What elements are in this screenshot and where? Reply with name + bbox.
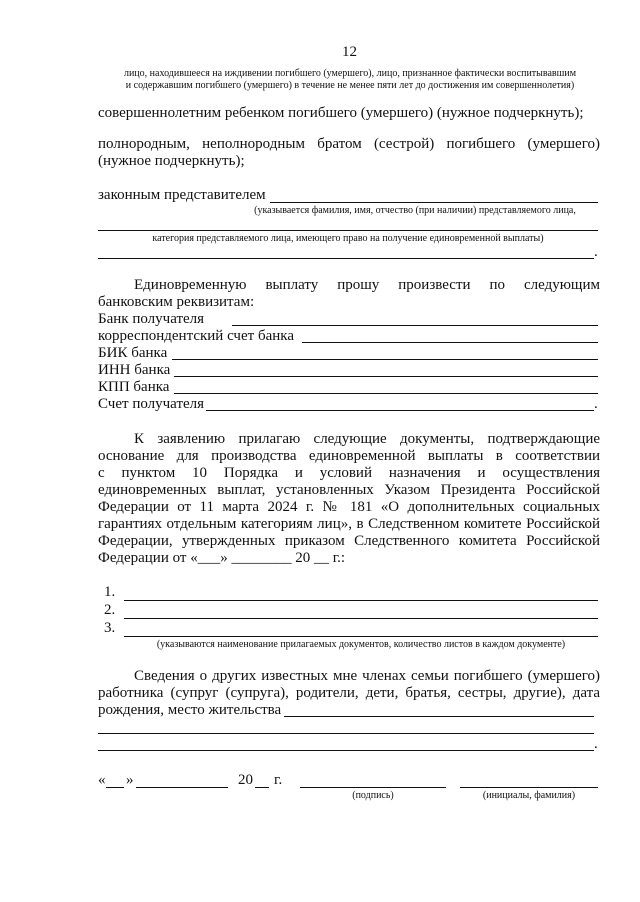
representative-end-dot: . [594, 244, 598, 260]
family-line-field-1[interactable] [284, 716, 594, 717]
sibling-option-line-1: полнородным, неполнородным братом (сестрой) погибшего (умершего) [98, 136, 600, 152]
sibling-option-line-2: (нужное подчеркнуть); [98, 153, 245, 169]
family-line-3: рождения, место жительства [98, 702, 282, 718]
date-open-quote: « [98, 772, 106, 788]
corr-account-label: корреспондентский счет банка [98, 328, 294, 344]
attachment-line-3[interactable] [124, 636, 598, 637]
signature-hint: (подпись) [352, 790, 394, 801]
initials-hint: (инициалы, фамилия) [482, 790, 576, 801]
attachments-line-8: Федерации от «___» ________ 20 __ г.: [98, 550, 346, 566]
family-line-1: Сведения о других известных мне членах семьи погибшего (умершего) [134, 668, 600, 684]
kpp-label: КПП банка [98, 379, 170, 395]
bank-intro-line-2: банковским реквизитам: [98, 294, 255, 310]
family-end-dot: . [594, 736, 598, 752]
bik-label: БИК банка [98, 345, 168, 361]
attachment-line-1[interactable] [124, 600, 598, 601]
date-close-quote: » [126, 772, 134, 788]
inn-line[interactable] [174, 376, 598, 377]
bik-line[interactable] [172, 359, 598, 360]
account-line[interactable] [206, 410, 594, 411]
account-label: Счет получателя [98, 396, 205, 412]
bank-intro-line-1: Единовременную выплату прошу произвести по следующим [134, 277, 600, 293]
family-line-field-3[interactable] [98, 750, 594, 751]
initials-line[interactable] [460, 787, 598, 788]
representative-name-line[interactable] [270, 202, 598, 203]
attachment-number-1: 1. [104, 584, 116, 600]
corr-account-line[interactable] [302, 342, 598, 343]
attachments-line-3: с пунктом 10 Порядка и условий назначения и осуществления [98, 465, 600, 481]
attachment-number-2: 2. [104, 602, 116, 618]
signature-line[interactable] [300, 787, 446, 788]
attachments-line-6: гарантиях отдельным категориям лиц», в Следственном комитете Российской [98, 516, 600, 532]
representative-hint-1: (указывается фамилия, имя, отчество (при наличии) представляемого лица, [254, 205, 576, 216]
date-year-line[interactable] [255, 787, 269, 788]
recipient-bank-line[interactable] [232, 325, 598, 326]
attachments-line-4: единовременных выплат, установленных Указом Президента Российской [98, 482, 600, 498]
representative-hint-2: категория представляемого лица, имеющего право на получение единовременной выплаты) [152, 233, 544, 244]
attachments-line-1: К заявлению прилагаю следующие документы, подтверждающие [134, 431, 600, 447]
kpp-line[interactable] [174, 393, 598, 394]
family-line-2: работника (супруг (супруга), родители, дети, братья, сестры, другие), дата [98, 685, 600, 701]
intro-small-line-1: лицо, находившееся на иждивении погибшего (умершего), лицо, признанное фактически воспитывавшим [123, 68, 577, 79]
date-year-prefix: 20 [238, 772, 253, 788]
attachment-line-2[interactable] [124, 618, 598, 619]
account-end-dot: . [594, 396, 598, 412]
representative-label: законным представителем [98, 187, 266, 203]
date-year-suffix: г. [274, 772, 283, 788]
date-day-line[interactable] [106, 787, 124, 788]
inn-label: ИНН банка [98, 362, 171, 378]
representative-category-line-1[interactable] [98, 230, 598, 231]
attachment-number-3: 3. [104, 620, 116, 636]
attachments-hint: (указываются наименование прилагаемых документов, количество листов в каждом документе) [156, 639, 566, 650]
attachments-line-7: Федерации, утвержденных приказом Следственного комитета Российской [98, 533, 600, 549]
representative-category-line-2[interactable] [98, 258, 594, 259]
date-month-line[interactable] [136, 787, 228, 788]
page-number: 12 [342, 44, 357, 60]
intro-small-line-2: и содержавшим погибшего (умершего) в течение не менее пяти лет до достижения им совершеннолетия) [125, 80, 575, 91]
family-line-field-2[interactable] [98, 733, 594, 734]
adult-child-option: совершеннолетним ребенком погибшего (умершего) (нужное подчеркнуть); [98, 105, 584, 121]
recipient-bank-label: Банк получателя [98, 311, 205, 327]
attachments-line-2: основание для производства единовременной выплаты в соответствии [98, 448, 600, 464]
attachments-line-5: Федерации от 11 марта 2024 г. № 181 «О дополнительных социальных [98, 499, 600, 515]
